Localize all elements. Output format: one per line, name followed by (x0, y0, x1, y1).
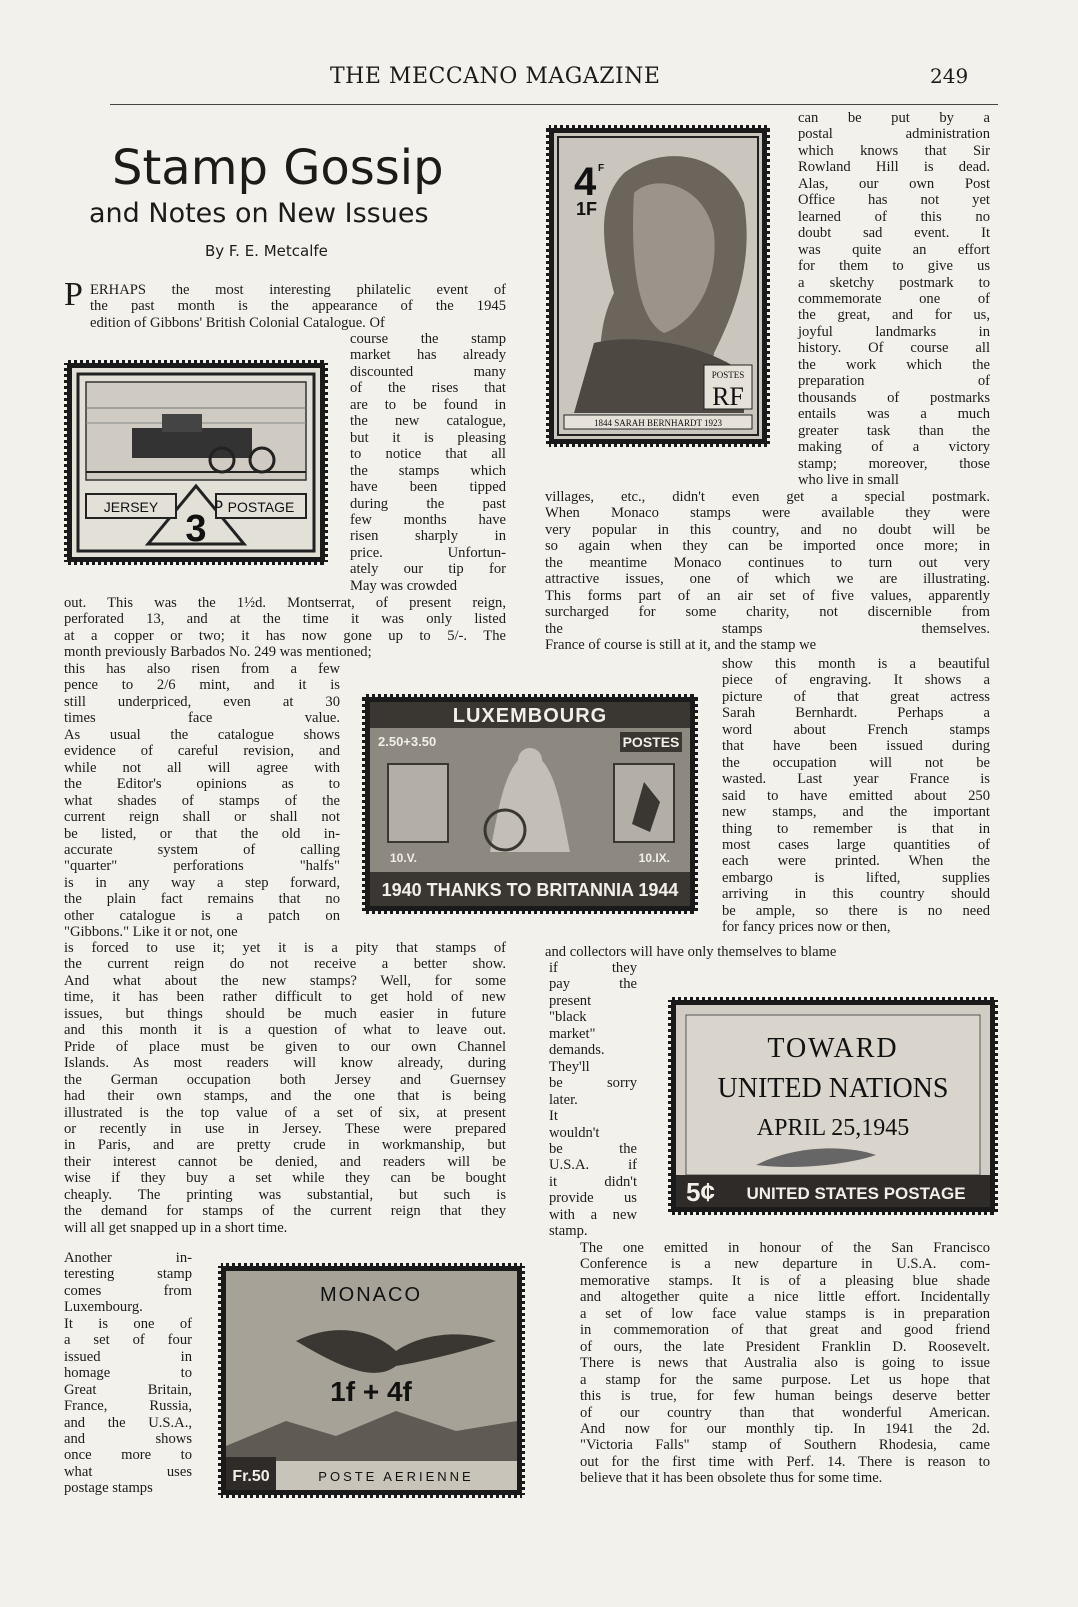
text-line: times face value. (64, 710, 340, 727)
monaco-country: MONACO (320, 1284, 422, 1306)
col1-beside-monaco (64, 1250, 192, 1497)
text-line: the stamps themselves. (545, 620, 990, 637)
text-line: perforated 13, and at the time it was only listed (64, 611, 506, 628)
text-line: And what about the new stamps? Well, for some (64, 972, 506, 989)
text-line: that have been issued during (722, 738, 990, 755)
text-line: out for the first time with Perf. 14. There is reason to (580, 1453, 990, 1470)
text-line: accurate system of calling (64, 841, 340, 858)
text-line: be listed, or that the old in- (64, 825, 340, 842)
text-line: show this month is a beautiful (722, 656, 990, 672)
lux-postes: POSTES (622, 734, 680, 750)
text-line: Islands. As most readers will know already, during (64, 1055, 506, 1072)
text-line: postal administration (798, 126, 990, 143)
text-line: of our country than that wonderful American. (580, 1404, 990, 1421)
text-line: time, it has been rather difficult to get hold of new (64, 989, 506, 1006)
text-line: market" (549, 1025, 596, 1042)
text-line: or recently in use in Jersey. These were prepared (64, 1120, 506, 1137)
text-line: May was crowded (350, 577, 457, 594)
text-line: this is true, for few human beings deserve better (580, 1388, 990, 1405)
text-line: When Monaco stamps were available they were (545, 505, 990, 522)
text-line: issued in (64, 1348, 192, 1365)
text-line: is forced to use it; yet it is a pity that stamps of (64, 940, 506, 956)
text-line: while not all will agree with (64, 759, 340, 776)
col1-intro (90, 282, 506, 331)
text-line: if they (549, 960, 637, 976)
usa-line1: TOWARD (767, 1033, 899, 1064)
text-line: evidence of careful revision, and (64, 743, 340, 760)
drop-cap: P (64, 276, 83, 313)
text-line: course the stamp (350, 331, 506, 347)
article-title: Stamp Gossip (112, 140, 444, 196)
col2-full (545, 944, 990, 960)
text-line: doubt sad event. It (798, 225, 990, 242)
text-line: the German occupation both Jersey and Guernsey (64, 1071, 506, 1088)
text-line: which knows that Sir (798, 142, 990, 159)
text-line: picture of that great actress (722, 688, 990, 705)
header-rule (110, 104, 998, 105)
text-line: was quite an effort (798, 241, 990, 258)
text-line: issues, but things should be much easier in future (64, 1005, 506, 1022)
text-line: Alas, our own Post (798, 175, 990, 192)
lux-value: 2.50+3.50 (378, 734, 437, 749)
text-line: The one emitted in honour of the San Francisco (580, 1240, 990, 1256)
text-line: present (549, 992, 592, 1009)
text-line: and shows (64, 1430, 192, 1447)
col2-beside-luxembourg (722, 656, 990, 936)
jersey-right-label: POSTAGE (227, 499, 295, 515)
jersey-stamp (64, 360, 328, 565)
text-line: out. This was the 1½d. Montserrat, of present reign, (64, 595, 506, 611)
text-line: It is one of (64, 1315, 192, 1332)
text-line: "quarter" perforations "halfs" (64, 858, 340, 875)
text-line: And now for our monthly tip. In 1941 the 2d. (580, 1420, 990, 1437)
text-line: They'll (549, 1058, 590, 1075)
article-subtitle: and Notes on New Issues (89, 198, 429, 229)
text-line: Sarah Bernhardt. Perhaps a (722, 705, 990, 722)
text-line: homage to (64, 1365, 192, 1382)
text-line: word about French stamps (722, 721, 990, 738)
col2-beside-sarah (798, 110, 990, 488)
text-line: for them to give us (798, 258, 990, 275)
text-line: of the rises that (350, 380, 506, 397)
text-line: Another in- (64, 1250, 192, 1266)
text-line: comes from (64, 1282, 192, 1299)
text-line: to notice that all (350, 446, 506, 463)
sarah-rf: RF (712, 382, 744, 411)
text-line: a set of four (64, 1332, 192, 1349)
text-line: and the U.S.A., (64, 1414, 192, 1431)
text-line: commemorate one of (798, 290, 990, 307)
sarah-unit: F (598, 163, 605, 174)
text-line: it didn't (549, 1173, 637, 1190)
text-line: the new catalogue, (350, 413, 506, 430)
col2-bottom (580, 1240, 990, 1487)
text-line: had their own stamps, and the one that is being (64, 1088, 506, 1105)
text-line: villages, etc., didn't even get a special postmark. (545, 489, 990, 505)
text-line: pay the (549, 976, 637, 993)
jersey-unit: D (215, 499, 223, 511)
text-line: surcharged for some charity, not discernible from (545, 604, 990, 621)
text-line: will all get snapped up in a short time. (64, 1219, 288, 1236)
col1-beside-luxembourg (64, 661, 340, 941)
text-line: once more to (64, 1447, 192, 1464)
text-line: demands. (549, 1042, 605, 1059)
page-number: 249 (930, 64, 969, 88)
text-line: France, Russia, (64, 1398, 192, 1415)
text-line: very popular in this country, and no doubt will be (545, 521, 990, 538)
text-line: their interest cannot be denied, and readers will be (64, 1153, 506, 1170)
text-line: in Paris, and are pretty crude in workmanship, but (64, 1137, 506, 1154)
text-line: U.S.A. if (549, 1157, 637, 1174)
monaco-label: POSTE AERIENNE (318, 1469, 474, 1484)
article-byline: By F. E. Metcalfe (205, 242, 328, 260)
text-line: a sketchy postmark to (798, 274, 990, 291)
text-line: ERHAPS the most interesting philatelic event of (90, 282, 506, 298)
lux-date-right: 10.IX. (638, 851, 670, 865)
text-line: later. (549, 1091, 578, 1108)
text-line: entails was a much (798, 406, 990, 423)
jersey-value: 3 (185, 508, 207, 550)
text-line: so again when they can be imported once more; in (545, 538, 990, 555)
text-line: Great Britain, (64, 1381, 192, 1398)
text-line: stamp; moreover, those (798, 455, 990, 472)
text-line: what shades of stamps of the (64, 792, 340, 809)
text-line: have been tipped (350, 479, 506, 496)
text-line: the past month is the appearance of the 1945 (90, 298, 506, 315)
text-line: Pride of place must be given to our own Channel (64, 1038, 506, 1055)
sarah-postes: POSTES (711, 370, 745, 380)
text-line: what uses (64, 1463, 192, 1480)
monaco-value: 1f + 4f (330, 1376, 412, 1407)
text-line: As usual the catalogue shows (64, 726, 340, 743)
text-line: still underpriced, even at 30 (64, 693, 340, 710)
text-line: postage stamps (64, 1480, 153, 1497)
text-line: be sorry (549, 1075, 637, 1092)
text-line: price. Unfortun- (350, 544, 506, 561)
text-line: risen sharply in (350, 528, 506, 545)
text-line: illustrated is the top value of a set of six, at present (64, 1104, 506, 1121)
text-line: attractive issues, one of which we are illustrating. (545, 571, 990, 588)
text-line: and collectors will have only themselves to blame (545, 944, 837, 960)
text-line: and altogether quite a nice little effort. Incidentally (580, 1289, 990, 1306)
text-line: memorative stamps. It is of a pleasing blue shade (580, 1272, 990, 1289)
text-line: edition of Gibbons' British Colonial Catalogue. Of (90, 314, 385, 331)
united-nations-stamp (668, 997, 998, 1215)
sarah-caption: 1844 SARAH BERNHARDT 1923 (593, 418, 723, 428)
text-line: month previously Barbados No. 249 was mentioned; (64, 644, 372, 661)
lux-country: LUXEMBOURG (452, 705, 608, 727)
lux-date-left: 10.V. (390, 851, 417, 865)
text-line: can be put by a (798, 110, 990, 126)
text-line: discounted many (350, 363, 506, 380)
text-line: arriving in this country should (722, 886, 990, 903)
text-line: during the past (350, 495, 506, 512)
jersey-left-label: JERSEY (103, 499, 159, 515)
text-line: other catalogue is a patch on (64, 907, 340, 924)
sarah-bernhardt-stamp (546, 125, 770, 447)
text-line: thousands of postmarks (798, 389, 990, 406)
text-line: is in any way a step forward, (64, 874, 340, 891)
text-line: making of a victory (798, 439, 990, 456)
text-line: piece of engraving. It shows a (722, 672, 990, 689)
text-line: few months have (350, 511, 506, 528)
text-line: believe that it has been obsolete thus for some time. (580, 1470, 883, 1487)
text-line: teresting stamp (64, 1266, 192, 1283)
text-line: a set of low face value stamps is in preparation (580, 1305, 990, 1322)
text-line: greater task than the (798, 422, 990, 439)
text-line: embargo is lifted, supplies (722, 869, 990, 886)
text-line: "black (549, 1009, 587, 1026)
text-line: the occupation will not be (722, 754, 990, 771)
luxembourg-stamp (362, 694, 698, 914)
text-line: the plain fact remains that no (64, 891, 340, 908)
col2-middle (545, 489, 990, 654)
text-line: There is news that Australia also is going to issue (580, 1355, 990, 1372)
text-line: the Editor's opinions as to (64, 776, 340, 793)
text-line: the current reign do not receive a better show. (64, 956, 506, 973)
col2-beside-usa (549, 960, 637, 1240)
text-line: history. Of course all (798, 340, 990, 357)
text-line: be the (549, 1140, 637, 1157)
text-line: France of course is still at it, and the stamp we (545, 637, 817, 654)
text-line: thing to remember is that in (722, 820, 990, 837)
text-line: are to be found in (350, 396, 506, 413)
col1-beside-jersey (350, 331, 506, 594)
text-line: "Victoria Falls" stamp of Southern Rhodesia, came (580, 1437, 990, 1454)
text-line: current reign shall or shall not (64, 809, 340, 826)
text-line: each were printed. When the (722, 853, 990, 870)
text-line: joyful landmarks in (798, 323, 990, 340)
text-line: be ample, so there is no need (722, 902, 990, 919)
text-line: new stamps, and the important (722, 804, 990, 821)
text-line: preparation of (798, 373, 990, 390)
text-line: the meantime Monaco continues to turn out very (545, 554, 990, 571)
text-line: Conference is a new departure in U.S.A. com- (580, 1256, 990, 1273)
col1-middle (64, 595, 506, 661)
text-line: for fancy prices now or then, (722, 919, 891, 936)
text-line: the stamps which (350, 462, 506, 479)
monaco-face: Fr.50 (232, 1468, 270, 1485)
text-line: the work which the (798, 356, 990, 373)
text-line: pence to 2/6 mint, and it is (64, 677, 340, 694)
text-line: wasted. Last year France is (722, 771, 990, 788)
text-line: said to have emitted about 250 (722, 787, 990, 804)
text-line: wouldn't (549, 1124, 600, 1141)
text-line: at a copper or two; it has now gone up to 5/-. The (64, 627, 506, 644)
usa-line2: UNITED NATIONS (717, 1073, 949, 1104)
text-line: This forms part of an air set of five values, apparently (545, 587, 990, 604)
text-line: It (549, 1108, 558, 1125)
text-line: "Gibbons." Like it or not, one (64, 924, 238, 941)
text-line: ately our tip for (350, 561, 506, 578)
text-line: the demand for stamps of the current reign that they (64, 1203, 506, 1220)
monaco-stamp (218, 1263, 525, 1498)
text-line: stamp. (549, 1223, 588, 1240)
text-line: cheaply. The printing was substantial, but such is (64, 1186, 506, 1203)
text-line: Office has not yet (798, 192, 990, 209)
text-line: a stamp for the same purpose. Let us hope that (580, 1371, 990, 1388)
text-line: and this month it is a question of what to leave out. (64, 1022, 506, 1039)
sarah-value: 4 (574, 160, 597, 204)
text-line: learned of this no (798, 208, 990, 225)
sarah-overprint: 1F (576, 199, 598, 219)
text-line: in commemoration of that great and good friend (580, 1322, 990, 1339)
text-line: of ours, the late President Franklin D. Roosevelt. (580, 1338, 990, 1355)
text-line: Rowland Hill is dead. (798, 159, 990, 176)
text-line: market has already (350, 347, 506, 364)
usa-line3: APRIL 25,1945 (756, 1115, 910, 1141)
usa-value: 5¢ (686, 1177, 715, 1207)
col1-bottom (64, 940, 506, 1236)
text-line: but it is pleasing (350, 429, 506, 446)
text-line: wise if they buy a set while they can be bought (64, 1170, 506, 1187)
text-line: most cases large quantities of (722, 836, 990, 853)
usa-country: UNITED STATES POSTAGE (746, 1184, 966, 1203)
text-line: this has also risen from a few (64, 661, 340, 677)
text-line: Luxembourg. (64, 1299, 143, 1316)
text-line: the great, and for us, (798, 307, 990, 324)
text-line: with a new (549, 1206, 637, 1223)
lux-caption: 1940 THANKS TO BRITANNIA 1944 (381, 880, 679, 900)
magazine-title: THE MECCANO MAGAZINE (330, 64, 661, 89)
text-line: provide us (549, 1190, 637, 1207)
text-line: who live in small (798, 471, 899, 488)
